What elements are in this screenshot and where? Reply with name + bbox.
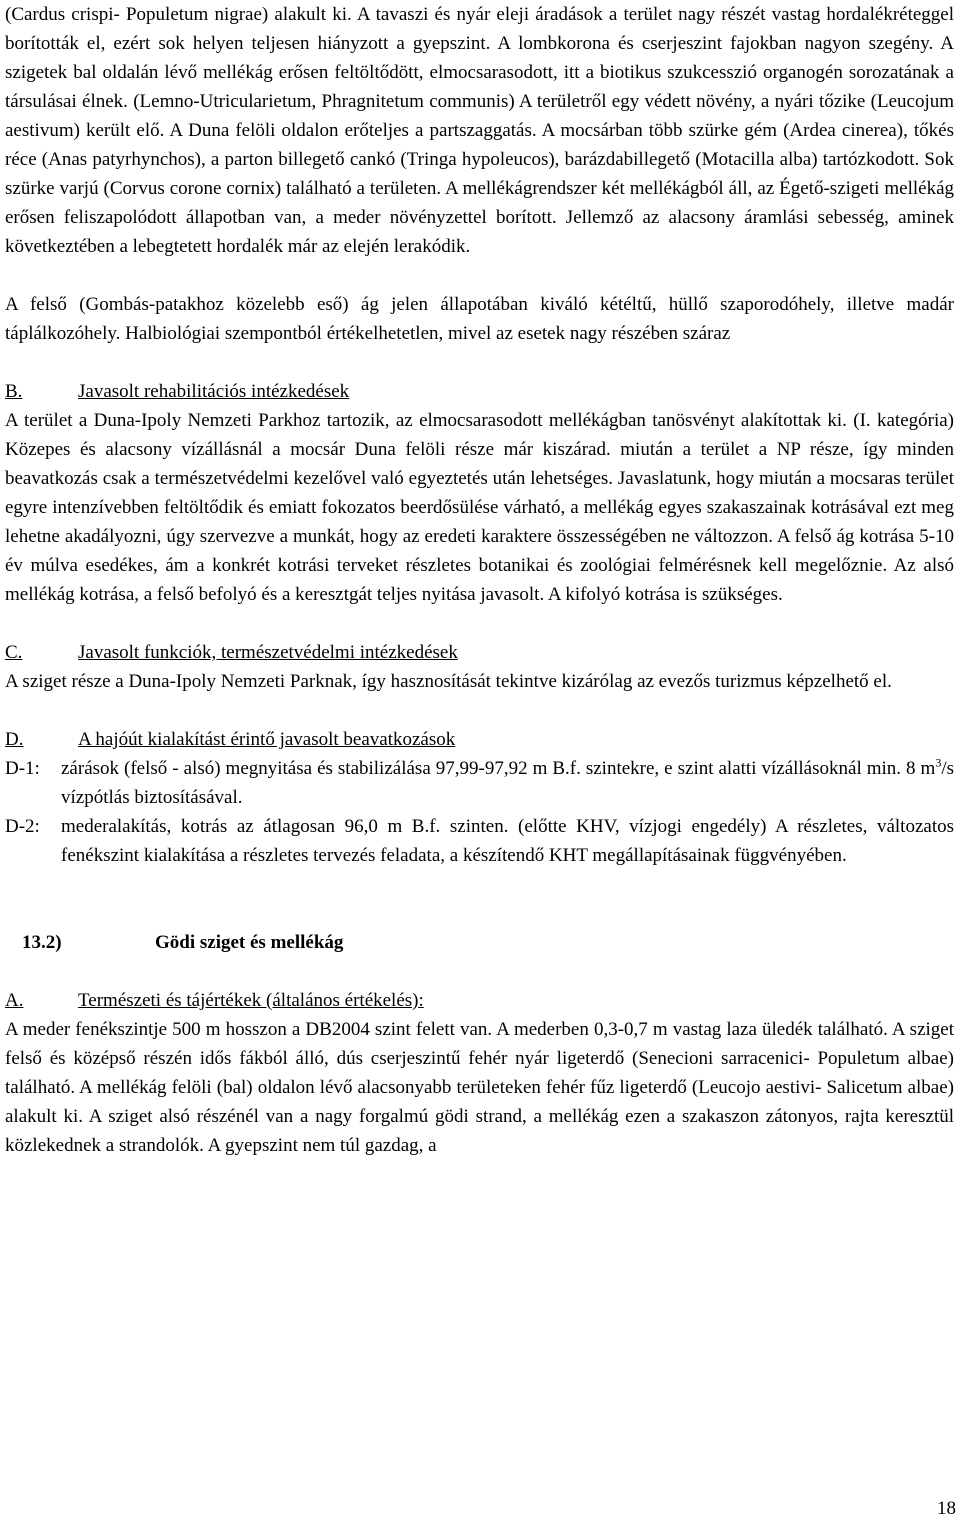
section-c-letter: C.	[5, 642, 23, 663]
section-132-a-letter: A.	[5, 990, 24, 1011]
section-d-title: A hajóút kialakítást érintő javasolt beavatkozások	[78, 729, 456, 750]
list-item-text-main: zárások (felső - alsó) megnyitása és stabilizálása 97,99-97,92 m B.f. szintekre, e szint alatti vízállásoknál min. 8 m	[61, 758, 936, 779]
section-b-title: Javasolt rehabilitációs intézkedések	[78, 381, 350, 402]
section-132-a-text: A meder fenékszintje 500 m hosszon a DB2004 szint felett van. A mederben 0,3-0,7 m vastag laza üledék található. A sziget felső és középső részén idős fákból álló, dús cserjeszintű fehér nyár ligeterdő (Senecioni sarracenici- Populetum albae) található. A mellékág felöli (bal) oldalon lévő alacsonyabb területeken fehér fűz ligeterdő (Leucojo aestivi- Salicetum albae) alakult ki. A sziget alsó részénél van a nagy forgalmú gödi strand, a mellékág ezen a szakaszon zátonyos, rajta keresztül közlekednek a strandolók. A gyepszint nem túl gazdag, a	[5, 1019, 954, 1156]
list-item-d2	[5, 812, 954, 870]
list-item-key: D-2:	[5, 816, 40, 837]
section-c-text: A sziget része a Duna-Ipoly Nemzeti Parknak, így hasznosítását tekintve kizárólag az evezős turizmus képzelhető el.	[5, 671, 892, 692]
section-b-text: A terület a Duna-Ipoly Nemzeti Parkhoz tartozik, az elmocsarasodott mellékágban tanösvényt alakítottak ki. (I. kategória) Közepes és alacsony vízállásnál a mocsár Duna felöli része már kiszárad. miután a terület a NP része, így minden beavatkozás csak a természetvédelmi kezelővel való egyeztetés után lehetséges. Javaslatunk, hogy miután a mocsaras terület egyre intenzívebben feltöltődik és emiatt fokozatos beerdősülése várható, a mellékág egyes szakaszainak kotrásával ezt meg lehetne akadályozni, úgy szervezve a munkát, hogy az eredeti karaktere összességében ne változzon. A felső ág kotrása 5-10 év múlva esedékes, ám a konkrét kotrási terveket részletes botanikai és zoológiai felmérésnek kell megelőznie. Az alsó mellékág kotrása, a felső befolyó és a keresztgát teljes nyitása javasolt. A kifolyó kotrása is szükséges.	[5, 410, 954, 605]
section-13-2-heading	[5, 928, 954, 957]
intro-paragraph-2: A felső (Gombás-patakhoz közelebb eső) ág jelen állapotában kiváló kétéltű, hüllő szaporodóhely, illetve madár táplálkozóhely. Halbiológiai szempontból értékelhetetlen, mivel az esetek nagy részében száraz	[5, 294, 954, 344]
section-number: 13.2)	[22, 932, 62, 953]
intro-paragraph-1: (Cardus crispi- Populetum nigrae) alakult ki. A tavaszi és nyár eleji áradások a terület nagy részét vastag hordalékréteggel borították el, ezért sok helyen teljesen hiányzott a gyepszint. A lombkorona és cserjeszint fajokban nagyon szegény. A szigetek bal oldalán lévő mellékág erősen feltöltődött, elmocsarasodott, itt a biotikus szukcesszió organogén sorozatának a társulásai élnek. (Lemno-Utricularietum, Phragnitetum communis) A területről egy védett növény, a nyári tőzike (Leucojum aestivum) került elő. A Duna felöli oldalon erőteljes a partszaggatás. A mocsárban több szürke gém (Ardea cinerea), tőkés réce (Anas patyrhynchos), a parton billegető cankó (Tringa hypoleucos), barázdabillegető (Motacilla alba) tartózkodott. Sok szürke varjú (Corvus corone cornix) található a területen. A mellékágrendszer két mellékágból áll, az Égető-szigeti mellékág erősen feliszapolódott állapotban van, a meder növényzettel borított. Jellemző az alacsony áramlási sebesség, aminek következtében a lebegtetett hordalék már az elején lerakódik.	[5, 4, 954, 257]
section-d-letter: D.	[5, 729, 24, 750]
page-number: 18	[937, 1498, 956, 1519]
section-132-a-heading	[5, 986, 954, 1015]
list-item-text	[61, 754, 954, 812]
section-title: Gödi sziget és mellékág	[155, 932, 344, 953]
superscript-exponent: 3	[935, 755, 942, 770]
section-d-heading	[5, 725, 954, 754]
section-132-a-title: Természeti és tájértékek (általános értékelés):	[78, 990, 424, 1011]
list-item-key: D-1:	[5, 758, 40, 779]
list-item-text-tail: /s vízpótlás biztosításával.	[61, 758, 954, 808]
section-c-heading	[5, 638, 954, 667]
list-item-text: mederalakítás, kotrás az átlagosan 96,0 m B.f. szinten. (előtte KHV, vízjogi engedély) A részletes, változatos fenékszint kialakítása a részletes tervezés feladata, a készítendő KHT megállapításainak függvényében.	[61, 816, 954, 866]
section-b-letter: B.	[5, 381, 23, 402]
section-b-heading	[5, 377, 954, 406]
section-c-title: Javasolt funkciók, természetvédelmi intézkedések	[78, 642, 458, 663]
list-item-d1	[5, 754, 954, 812]
